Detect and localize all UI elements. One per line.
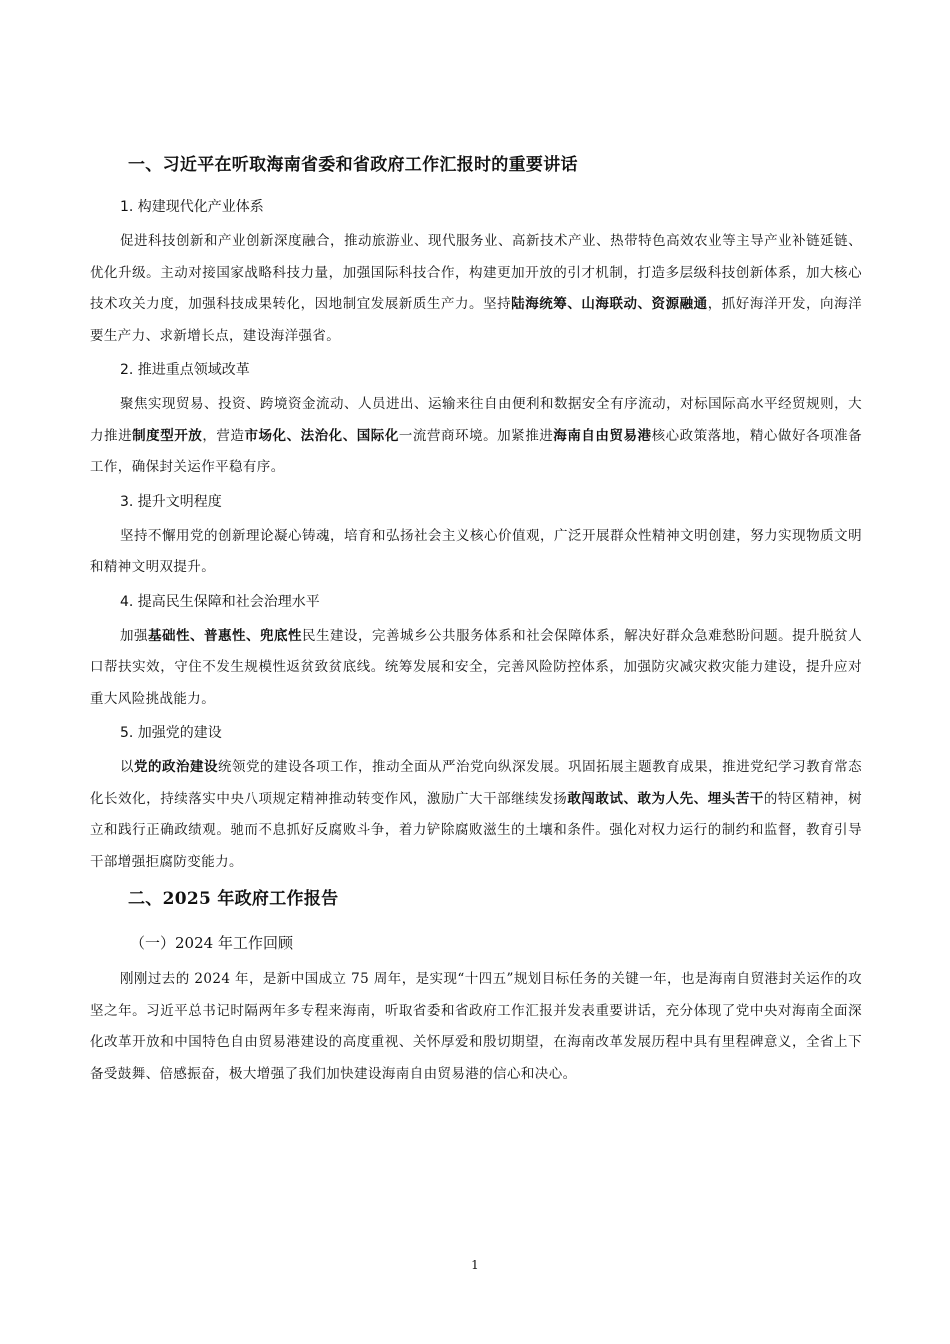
emphasis-text: 海南自由贸易港 [553, 427, 652, 444]
body-text: 聚焦实现贸易、投资、跨境资金流动、人员进出、运输来往自由便利和数据安全有序流动，对标国际高水平经贸规则，大力推进 [90, 396, 862, 444]
body-text: 促进科技创新和产业创新深度融合，推动旅游业、现代服务业、高新技术产业、热带特色高效农业等主导产业补链延链、优化升级。主动对接国家战略科技力量，加强国际科技合作，构建更加开放的引才机制，打造多层级科技创新体系，加大核心技术攻关力度，加强科技成果转化，因地制宜发展新质生产力。坚持 [90, 233, 862, 312]
body-text: 统领党的建设各项工作，推动全面从严治党向纵深发展。巩固拓展主题教育成果，推进党纪学习教育常态化长效化，持续落实中央八项规定精神推动转变作风，激励广大干部继续发扬 [90, 759, 862, 807]
page-number: 1 [471, 1258, 479, 1272]
subsection-paragraph [90, 752, 862, 878]
section-2-title: 二、2025 年政府工作报告 [128, 889, 339, 909]
body-text: ，抓好海洋开发，向海洋要生产力、求新增长点，建设海洋强省。 [90, 296, 863, 344]
emphasis-text: 制度型开放 [132, 427, 203, 444]
body-text: 坚持不懈用党的创新理论凝心铸魂，培育和弘扬社会主义核心价值观，广泛开展群众性精神文明创建，努力实现物质文明和精神文明双提升。 [90, 527, 862, 575]
section-1-title: 一、习近平在听取海南省委和省政府工作汇报时的重要讲话 [128, 155, 578, 175]
body-text: 的特区精神，树立和践行正确政绩观。驰而不息抓好反腐败斗争，着力铲除腐败滋生的土壤和条件。强化对权力运行的制约和监督，教育引导干部增强拒腐防变能力。 [90, 790, 862, 870]
emphasis-text: 市场化、法治化、国际化 [244, 427, 399, 444]
body-text: ，营造 [202, 427, 245, 444]
section-2-paragraph: 刚刚过去的 2024 年，是新中国成立 75 周年，是实现“十四五”规划目标任务的关键一年，也是海南自贸港封关运作的攻坚之年。习近平总书记时隔两年多专程来海南，听取省委和省政府工作汇报并发表重要讲话，充分体现了党中央对海南全面深化改革开放和中国特色自由贸易港建设的高度重视、关怀厚爱和殷切期望，在海南改革发展历程中具有里程碑意义，全省上下备受鼓舞、倍感振奋，极大增强了我们加快建设海南自由贸易港的信心和决心。 [90, 971, 862, 1082]
subsection-heading: 2. 推进重点领域改革 [120, 362, 250, 378]
subsection-paragraph [90, 389, 862, 484]
subsection-paragraph [90, 226, 862, 352]
section-2 [90, 884, 862, 1090]
subsection-heading: 4. 提高民生保障和社会治理水平 [120, 593, 320, 610]
emphasis-text: 党的政治建设 [134, 759, 219, 775]
body-text: 一流营商环境。加紧推进 [398, 427, 554, 444]
subsection-paragraph [90, 621, 862, 716]
section-1-items [90, 194, 862, 878]
emphasis-text: 敢闯敢试、敢为人先、埋头苦干 [567, 790, 764, 807]
body-text: 民生建设，完善城乡公共服务体系和社会保障体系，解决好群众急难愁盼问题。提升脱贫人口帮扶实效，守住不发生规模性返贫致贫底线。统筹发展和安全，完善风险防控体系，加强防灾减灾救灾能力建设，提升应对重大风险挑战能力。 [90, 627, 863, 707]
section-2-subtitle: （一）2024 年工作回顾 [130, 934, 293, 952]
subsection-heading: 3. 提升文明程度 [120, 493, 222, 510]
page-content [90, 150, 862, 1095]
subsection-heading: 5. 加强党的建设 [120, 725, 222, 741]
body-text: 以 [120, 759, 135, 775]
emphasis-text: 基础性、普惠性、兜底性 [148, 627, 303, 644]
body-text: 核心政策落地，精心做好各项准备工作，确保封关运作平稳有序。 [90, 427, 863, 475]
body-text: 加强 [120, 627, 149, 644]
subsection-heading: 1. 构建现代化产业体系 [120, 199, 264, 215]
emphasis-text: 陆海统筹、山海联动、资源融通 [511, 296, 708, 312]
subsection-paragraph [90, 521, 862, 584]
